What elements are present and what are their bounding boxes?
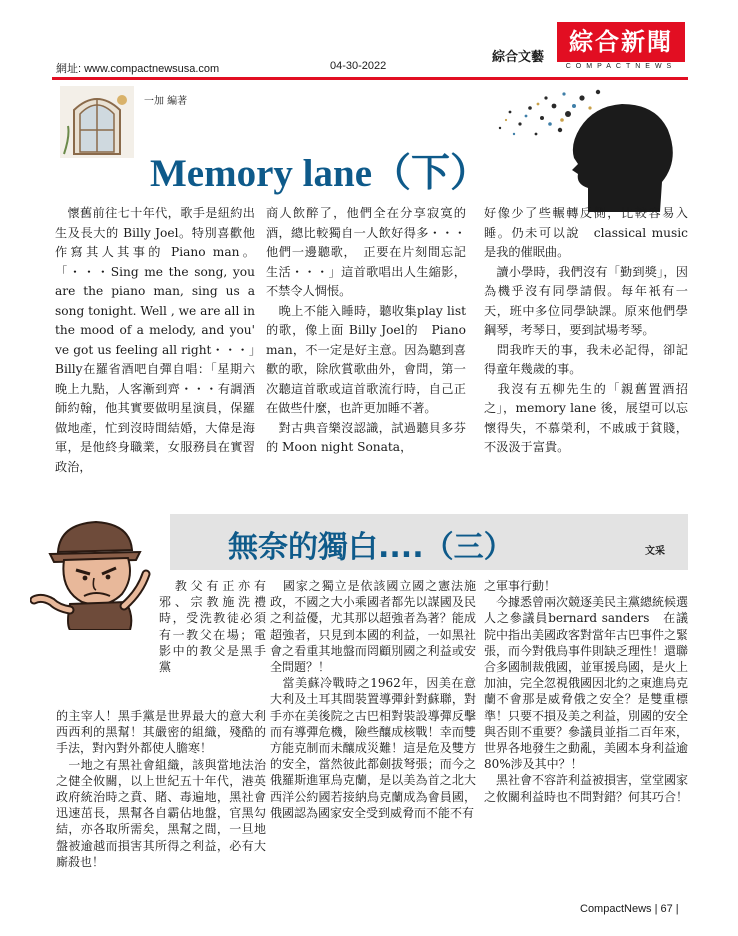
article2-column-1-top: 教父有正亦有邪、宗教施洗禮時，受洗教徒必須有一教父在場；電影中的教父是黑手黨 xyxy=(159,579,266,675)
article1-column-3: 好像少了些輾轉反側，比較容易入睡。仍未可以說 classical music 是我的催眠曲。 讀小學時，我們沒有「勤到獎」，因為機乎沒有同學請假。每年衹有一天，班中多位同學缺課。原來他們學鋼琴，考琴日，要到試場考琴。 問我昨天的事，我未必記得，卻記得童年幾歲的事。 我沒有五柳先生的「親舊置酒招之」，memory lane 後，展望可以忘懷得失，不慕榮利，不戚戚于貧賤，不汲汲于富貴。 xyxy=(484,206,688,454)
article1-title: Memory lane（下） xyxy=(150,152,490,195)
masthead-logo-subtext: COMPACTNEWS xyxy=(565,63,677,70)
article1-author: 一加 編著 xyxy=(144,96,188,107)
website-url: 網址: www.compactnewsusa.com xyxy=(56,63,220,75)
angry-cartoon-man-icon xyxy=(30,512,170,630)
article2-column-1-bottom: 的主宰人！黑手黨是世界最大的意大利西西利的黑幫！其嚴密的組織，殘酷的手法，對內對外都使人膽寒！ 一地之有黑社會組織，該與當地法治之健全攸關，以上世紀五十年代，港英政府統治時之賁、賭、毒遍地，黑社會迅速茁長，黑幫各自霸佔地盤，官黑勾結，亦各取所需矣，黑幫之間，一旦地盤被逾越而損害其所得之利益，必有大廝殺也！ xyxy=(56,709,266,869)
masthead-logo: 綜合新聞 xyxy=(557,22,685,62)
article1-column-2: 商人飲醉了，他們全在分享寂寞的酒，總比較獨自一人飲好得多・・・他們一邊聽歌， 正要在片刻間忘記生活・・・」這首歌唱出人生縮影，不禁令人惆悵。 晚上不能入睡時，聽收集play list 的歌，像上面 Billy Joel的 Piano man，不一定是好主意。因為聽到喜歡的歌，除欣賞歌曲外，會問，第一次聽這首歌或這首歌流行時，自己正在做些什麼，也許更加睡不著。 對古典音樂沒認識，試過聽貝多芬的 Moon night Sonata， xyxy=(266,206,466,454)
page-footer: CompactNews | 67 | xyxy=(580,903,679,915)
article2-column-2: 國家之獨立是依該國立國之憲法施政，不國之大小乘國者都先以謀國及民之利益優，尤其那以超強者為著？能成超強者，只見到本國的利益，一如黑社會之看重其地盤而罔顧別國之利益或安全問題？！ 當美蘇冷戰時之1962年，因美在意大利及土耳其間裝置導彈針對蘇聯，對手亦在美後院之古巴相對裝設導彈反擊而有導彈危機，險些釀成核戰！幸而雙方能克制而未釀成災難！這是危及雙方的安全，當然彼此都劍拔弩張；而今之俄羅斯進軍烏克蘭，是以美為首之北大西洋公約國若接納烏克蘭成為會員國，俄國認為國家安全受到威脅而不能不有 xyxy=(270,579,476,820)
dissolving-head-illustration-icon xyxy=(470,84,690,214)
article2-column-3: 之軍事行動！ 今據悉曾兩次競逐美民主黨總統候選人之參議員bernard sanders 在議院中指出美國政客對當年古巴事件之緊張，而今對俄烏事件則缺乏理性！還聯合多國制裁俄國，並軍援烏國，是火上加油，完全忽視俄國因北約之東進烏克蘭不會那是威脅俄之安全？是雙重標準！只要不損及美之利益，別國的安全與否則不重要？參議員並指二百年來，世界各地發生之動亂，美國本身利益逾80%涉及其中？！ 黑社會不容許利益被損害，堂堂國家之攸關利益時也不問對錯？何其巧合！ xyxy=(484,579,689,804)
header-rule xyxy=(52,77,688,80)
window-illustration-icon xyxy=(60,86,134,158)
section-name: 綜合文藝 xyxy=(492,50,545,65)
article1-column-1: 懷舊前往七十年代，歌手是紐約出生及長大的 Billy Joel。特別喜歡他作寫其人其事的 Piano man。「・・・Sing me the song, you are the piano man, sing us a song tonight. Well , we are all in the mood of a melody, and you' ve got us feeling all right・・・」Billy在羅省酒吧自彈自唱：「星期六晚上九點，人客漸到齊・・・有調酒師約翰，他其實要做明星演員，保羅做地產，忙到沒時間結婚，大偉是海軍，是他終身職業，女服務員在實習政治， xyxy=(55,206,259,474)
issue-date: 04-30-2022 xyxy=(330,60,387,72)
article2-author: 文采 xyxy=(645,546,665,557)
article2-title: 無奈的獨白....（三） xyxy=(228,530,514,565)
